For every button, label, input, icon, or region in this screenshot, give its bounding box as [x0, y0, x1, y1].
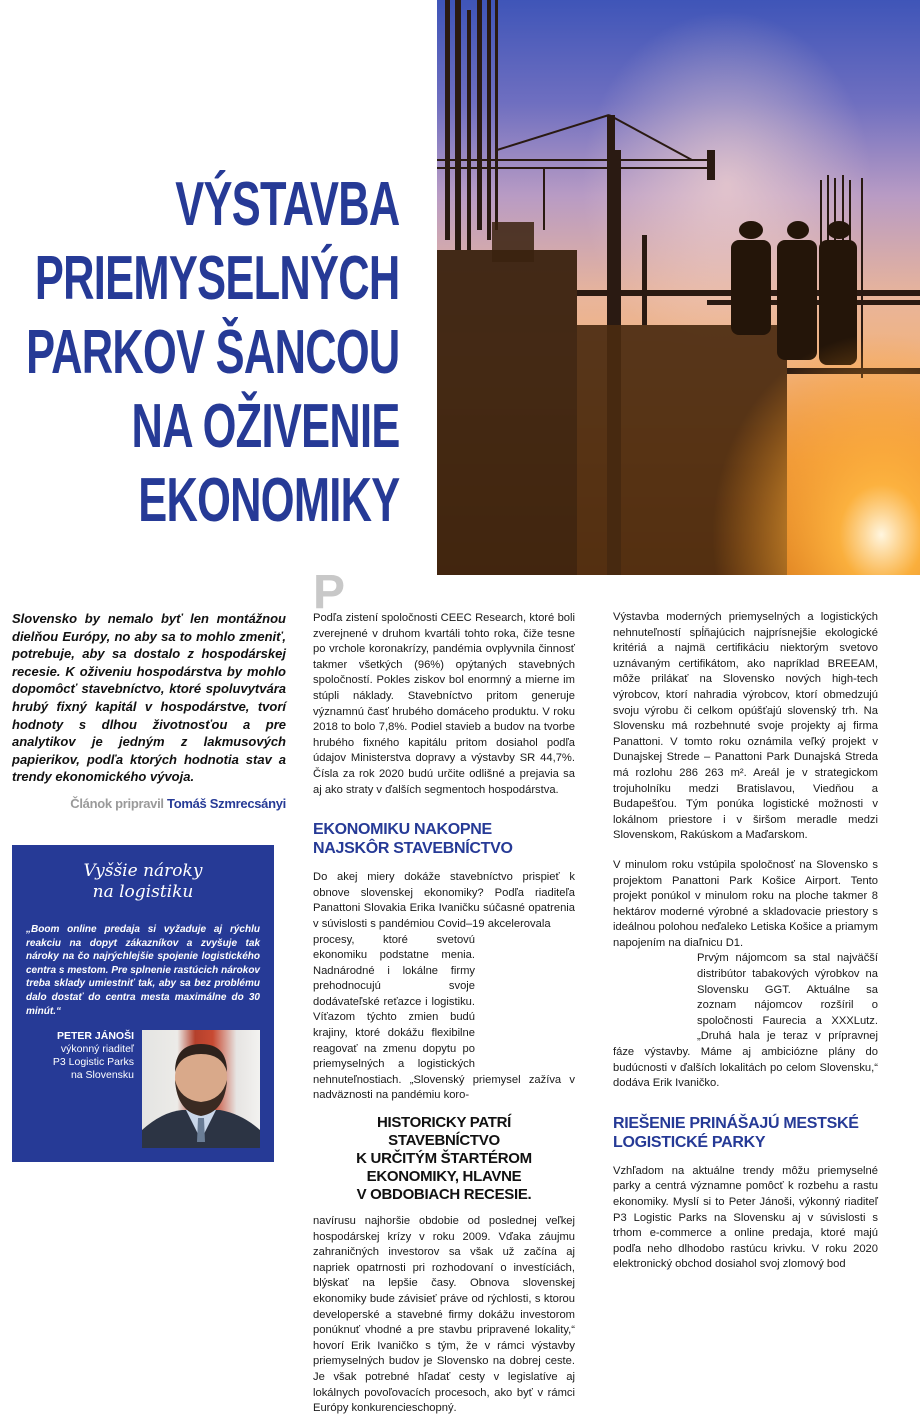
pull-quote-container	[313, 1114, 575, 1204]
right-column	[613, 610, 878, 1273]
body-paragraph: Výstavba moderných priemyselných a logistických nehnuteľností spĺňajúcich najprísnejšie ekologické kritériá a najmä certifikáciu niektorým svetovo uznávaným certifikátom, ako napríklad BREEAM, môže prilákať na Slovensko nových high-tech výrobcov, ktorí nahradia výrobcov, ktorí obmedzujú svoju výrobu či celkom opúšťajú slovenský trh. Na Slovensku má rozbehnuté svoje projekty aj firma Panattoni. V tomto roku oznámila veľký projekt v Dunajskej Strede – Panattoni Park Dunajská Streda má rozlohu 286 263 m². Areál je v strategickom trojuholníku medzi Bratislavou, Viedňou a Budapešťou. Tým ponúka logistické možnosti v lokálnom priestore i v širšom meradle medzi Slovenskom, Rakúskom a Maďarskom.	[613, 611, 878, 842]
portrait-illustration	[142, 1030, 260, 1148]
subheading-line: NAJSKÔR STAVEBNÍCTVO	[313, 840, 513, 858]
left-column	[12, 610, 286, 1162]
construction-silhouette-illustration	[437, 0, 920, 575]
quoted-person	[26, 1030, 134, 1082]
narrow-text-block	[313, 933, 575, 1105]
headline-line: PRIEMYSELNÝCH	[35, 244, 400, 313]
body-paragraph: Do akej miery dokáže stavebníctvo prispieť k obnove slovenskej ekonomiky? Podľa riaditeľa Panattoni Slovakia Erika Ivaničku súčasné opatrenia v súvislosti s pandémiou Covid–19 akcelerovala	[313, 871, 575, 930]
drop-cap: P	[313, 566, 346, 619]
headline-line: VÝSTAVBA	[175, 170, 400, 239]
body-paragraph: Podľa zistení spoločnosti CEEC Research, ktoré boli zverejnené v druhom kvartáli tohto roka, čiže tesne po vrchole koronakrízy, pandémia ovplyvnila činnosť takmer všetkých (96%) opýtaných stavebných spoločností. Pokles ziskov bol enormný a mierne im stúpli náklady. Stavebníctvo pritom generuje významnú časť hrubého domáceho produktu. V roku 2018 to bolo 7,8%. Podiel stavieb a budov na tvorbe hrubého fixného kapitálu pritom dosiahol podľa údajov Ministerstva dopravy a výstavby SR 44,7%. Čísla za rok 2020 budú určite odlišné a prejavia sa aj ako straty v ďalších segmentoch hospodárstva.	[313, 612, 575, 796]
byline	[12, 796, 286, 811]
article-body	[0, 566, 920, 1417]
subheading-line: RIEŠENIE PRINÁŠAJÚ MESTSKÉ	[613, 1114, 859, 1132]
hero-photo-construction-site	[437, 0, 920, 575]
pull-quote-gap	[613, 951, 697, 1041]
pull-quote-gap	[475, 933, 575, 1073]
headline-line: PARKOV ŠANCOU	[26, 318, 400, 387]
sidebar-quote-box	[12, 845, 274, 1162]
sidebox-quote: „Boom online predaja si vyžaduje aj rýchlu reakciu na dopyt zákazníkov a zvyšuje tak nároky na čo najrýchlejšie spojenie logistického centra s mestom. Pre splnenie rastúcich nárokov treba sklady umiestniť tak, aby sa bez problému dalo dostať do centra mesta maximálne do 30 minút.“	[26, 923, 260, 1017]
sidebox-title-line: Vyššie nároky	[83, 860, 203, 881]
article-header	[0, 0, 920, 575]
subheading-line: EKONOMIKU NAKOPNE	[313, 821, 492, 839]
body-paragraph: navírusu najhoršie obdobie od poslednej veľkej hospodárskej krízy v roku 2009. Vďaka záujmu zahraničných investorov sa však už začína aj napriek opatrnosti pri rozhodovaní o investíciách, blýskať na lepšie časy. Obnova slovenskej ekonomiky bude závisieť práve od rýchlosti, s ktorou developerské a stavebné firmy dokážu investorom ponúknuť vhodné a pre stavbu pripravené lokality,“ hovorí Erik Ivaničko s tým, že v rámci výstavby priemyselných budov je Slovensko na dobrej ceste. Je však potrebné hľadať cesty v legislatíve aj lokálnych povoľovacích procesoch, ako byť v rámci Európy konkurencieschopný.	[313, 1215, 575, 1415]
article-headline	[27, 168, 400, 538]
pull-quote-line: STAVEBNÍCTVO	[388, 1132, 500, 1150]
subheading-line: LOGISTICKÉ PARKY	[613, 1133, 766, 1151]
subheading-economy	[313, 820, 575, 858]
sidebox-title-line: na logistiku	[92, 881, 194, 902]
pull-quote-line: HISTORICKY PATRÍ	[376, 1114, 512, 1132]
portrait-photo	[142, 1030, 260, 1148]
person-role: výkonný riaditeľ	[60, 1043, 134, 1056]
pull-quote-line: K URČITÝM ŠTARTÉROM	[356, 1150, 532, 1168]
body-paragraph: Vzhľadom na aktuálne trendy môžu priemyselné parky a centrá významne pomôcť k rozbehu a rastu ekonomiky. Myslí si to Peter Jánoši, výkonný riaditeľ P3 Logistic Parks na Slovensku aj v súvislosti s trhom e-commerce a online predaja, ktoré majú podľa neho dlhodobo rastúcu krivku. V roku 2020 elektronický obchod dosiahol svoj zlomový bod	[613, 1164, 878, 1271]
pull-quote	[356, 1114, 532, 1204]
byline-author: Tomáš Szmrecsányi	[167, 795, 286, 811]
sidebox-person-row	[26, 1030, 260, 1148]
sidebox-title	[26, 861, 260, 903]
narrow-text-block	[613, 951, 878, 1091]
body-paragraph: Prvým nájomcom sa stal najväčší distribútor tabakových výrobkov na Slovensku GGT. Aktuálne sa zoznam nájomcov rozšíril o spoločnosti Faurecia a XXXLutz. „Druhá hala je teraz v prípravnej fáze výstavby. Máme aj ambiciózne plány do budúcnosti v ďalších lokalitách po celom Slovensku,“ dodáva Erik Ivaničko.	[613, 952, 878, 1090]
person-company: P3 Logistic Parks	[52, 1056, 134, 1069]
drop-cap-row	[313, 566, 575, 619]
pull-quote-line: V OBDOBIACH RECESIE.	[356, 1186, 532, 1204]
headline-container	[0, 168, 400, 548]
body-paragraph: procesy, ktoré svetovú ekonomiku podstatne menia. Nadnárodné i lokálne firmy prehodnocujú svoje dodávateľské reťazce i logistiku. Víťazom týchto zmien budú krajiny, ktoré dokážu flexibilne reagovať na zmenu dopytu po priemyselných a logistických nehnuteľnostiach. „Slovenský priemysel zažíva v nadväznosti na pandémiu koro-	[313, 933, 575, 1102]
headline-line: EKONOMIKY	[138, 466, 400, 535]
byline-label: Článok pripravil	[70, 795, 164, 811]
middle-column	[313, 566, 575, 1417]
pull-quote-line: EKONOMIKY, HLAVNE	[366, 1168, 522, 1186]
headline-line: NA OŽIVENIE	[131, 392, 400, 461]
person-name: PETER JÁNOŠI	[56, 1030, 134, 1043]
person-location: na Slovensku	[70, 1069, 134, 1082]
body-paragraph: V minulom roku vstúpila spoločnosť na Slovensko s projektom Panattoni Park Košice Airport. Tento projekt ponúkol v minulom roku na ploche takmer 8 hektárov moderné výrobné a skladovacie priestory s ideálnou polohou neďaleko Letiska Košice a priamym napojením na diaľnicu D1.	[613, 858, 878, 949]
subheading-logistics-parks	[613, 1114, 878, 1152]
article-lead: Slovensko by nemalo byť len montážnou dielňou Európy, no aby sa to mohlo zmeniť, potrebuje, aby sa dostalo z hospodárskej recesie. K oživeniu hospodárstva by mohlo dopomôcť stavebníctvo, ktoré spoluvytvára hrubý fixný kapitál v hospodárstve, tvorí hodnoty s dlhou životnosťou a pre analytikov je jedným z lakmusových papierikov, podľa ktorých hodnotia stav a trendy ekonomického vývoja.	[12, 611, 286, 785]
